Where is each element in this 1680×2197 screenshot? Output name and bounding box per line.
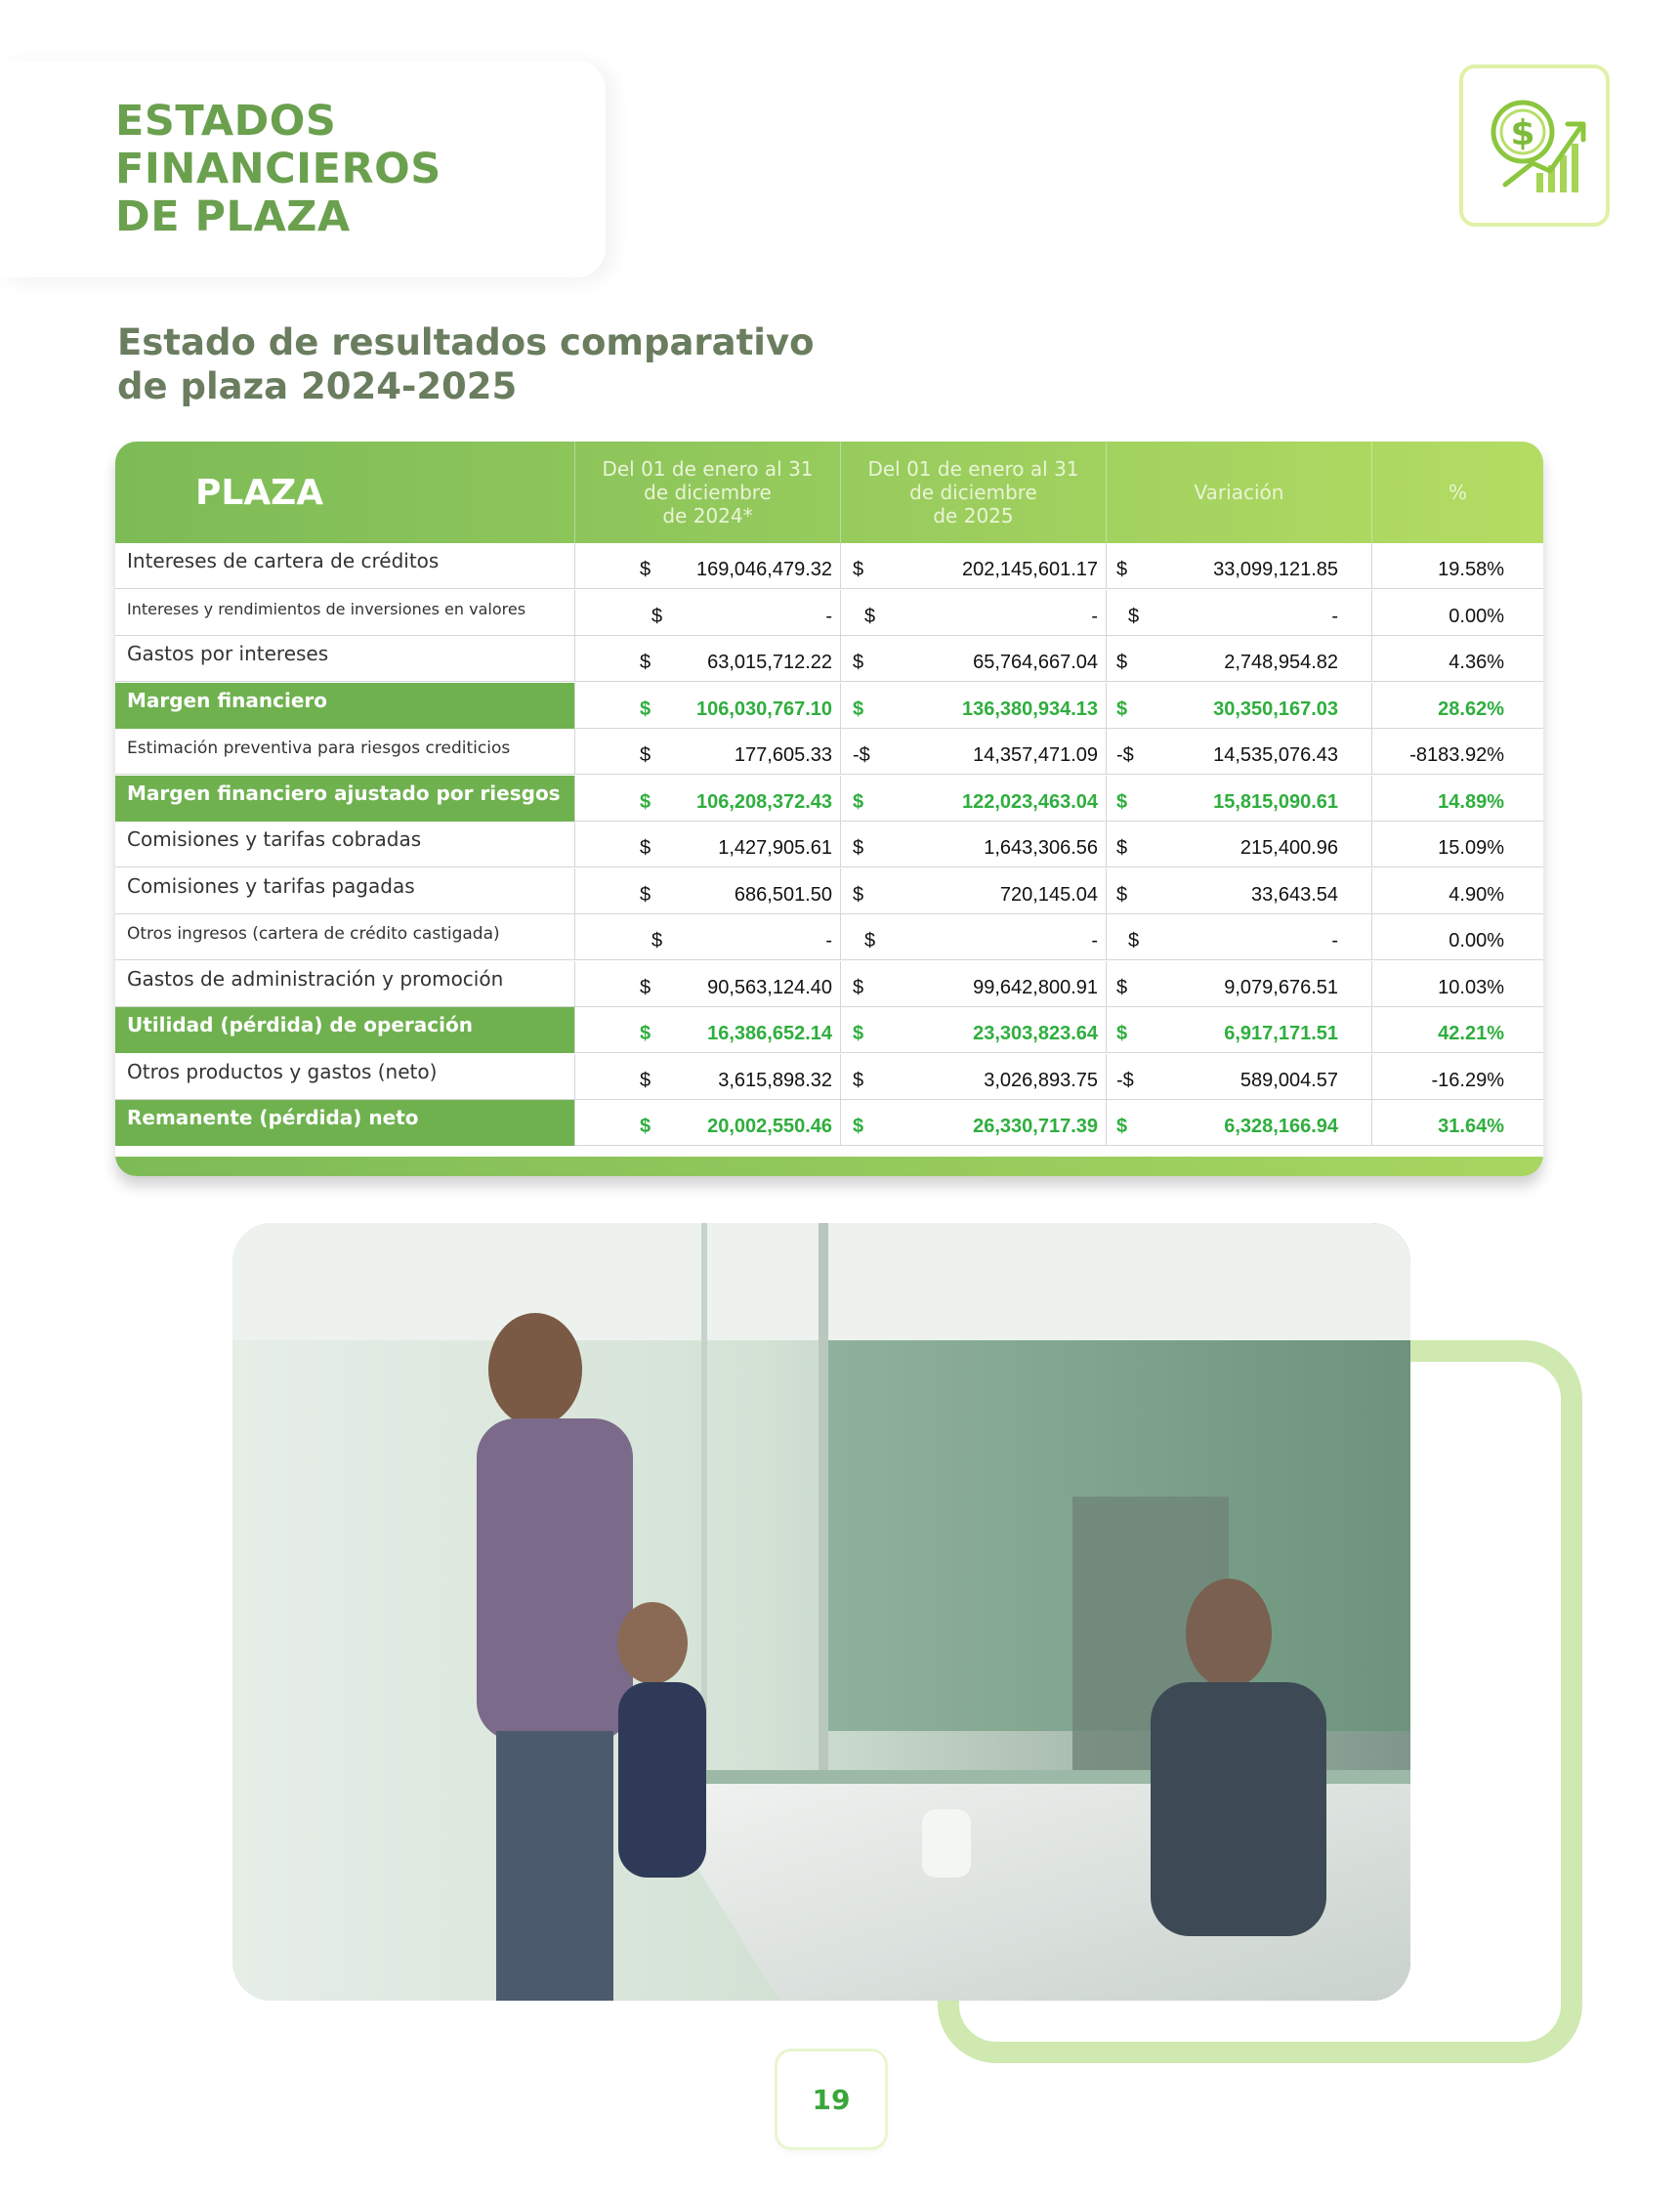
variation-cell bbox=[1106, 1100, 1371, 1146]
value-2025: 1,643,306.56 bbox=[984, 837, 1098, 859]
value-2024-cell bbox=[574, 590, 840, 636]
percent-cell bbox=[1371, 729, 1543, 775]
money-growth-chart-icon bbox=[1459, 64, 1610, 227]
percent-value: 15.09% bbox=[1438, 837, 1504, 859]
column-header-variation: Variación bbox=[1106, 442, 1371, 543]
currency-symbol: $ bbox=[651, 930, 663, 951]
value-2025-cell bbox=[840, 914, 1106, 960]
value-2025-cell bbox=[840, 822, 1106, 867]
currency-symbol: $ bbox=[1116, 697, 1128, 720]
value-2024: 63,015,712.22 bbox=[707, 652, 832, 673]
variation-cell bbox=[1106, 590, 1371, 636]
value-2025-cell bbox=[840, 729, 1106, 775]
value-2025: 136,380,934.13 bbox=[961, 697, 1098, 720]
row-label-cell bbox=[115, 1054, 574, 1100]
title-line-2: FINANCIEROS bbox=[115, 145, 441, 193]
value-2025: 65,764,667.04 bbox=[973, 652, 1098, 673]
value-2025-cell bbox=[840, 961, 1106, 1007]
variation-value: - bbox=[1331, 930, 1338, 951]
variation-value: 33,643.54 bbox=[1251, 883, 1338, 906]
photo-bank-teller-window bbox=[232, 1223, 1410, 2001]
variation-cell bbox=[1106, 1054, 1371, 1100]
value-2025-cell bbox=[840, 590, 1106, 636]
currency-symbol: $ bbox=[640, 790, 651, 813]
percent-cell bbox=[1371, 1054, 1543, 1100]
section-subtitle bbox=[117, 320, 820, 408]
value-2025-cell bbox=[840, 543, 1106, 589]
row-label: Otros productos y gastos (neto) bbox=[127, 1059, 438, 1083]
currency-symbol: $ bbox=[853, 697, 864, 720]
variation-cell bbox=[1106, 729, 1371, 775]
table-row bbox=[115, 729, 1543, 775]
currency-symbol: $ bbox=[1116, 790, 1128, 813]
table-row bbox=[115, 776, 1543, 822]
table-row bbox=[115, 961, 1543, 1007]
currency-symbol: $ bbox=[1116, 837, 1128, 859]
page-title bbox=[115, 98, 584, 241]
percent-value: 0.00% bbox=[1449, 605, 1504, 627]
value-2025-cell bbox=[840, 683, 1106, 729]
value-2024-cell bbox=[574, 868, 840, 914]
row-label: Utilidad (pérdida) de operación bbox=[127, 1013, 473, 1036]
table-row bbox=[115, 822, 1543, 867]
value-2025: 26,330,717.39 bbox=[973, 1116, 1098, 1137]
column-header-percent: % bbox=[1371, 442, 1543, 543]
variation-cell bbox=[1106, 961, 1371, 1007]
currency-symbol: $ bbox=[853, 559, 864, 580]
value-2024-cell bbox=[574, 961, 840, 1007]
variation-cell bbox=[1106, 543, 1371, 589]
currency-symbol: -$ bbox=[853, 744, 870, 766]
currency-symbol: -$ bbox=[1116, 1069, 1134, 1091]
value-2024-cell bbox=[574, 822, 840, 867]
value-2024: 106,030,767.10 bbox=[695, 697, 832, 720]
table-row bbox=[115, 543, 1543, 589]
currency-symbol: $ bbox=[1116, 976, 1128, 998]
currency-symbol: $ bbox=[853, 976, 864, 998]
table-row bbox=[115, 683, 1543, 729]
percent-value: -8183.92% bbox=[1409, 744, 1504, 766]
variation-value: 15,815,090.61 bbox=[1213, 790, 1338, 813]
column-header-2025 bbox=[840, 442, 1106, 543]
value-2025-cell bbox=[840, 1100, 1106, 1146]
col-2025-line-3: de 2025 bbox=[933, 504, 1014, 528]
page-number-box bbox=[777, 2051, 885, 2147]
value-2024: - bbox=[825, 930, 832, 951]
currency-symbol: $ bbox=[640, 744, 651, 766]
percent-value: 28.62% bbox=[1438, 697, 1504, 720]
currency-symbol: -$ bbox=[1116, 744, 1134, 766]
currency-symbol: $ bbox=[640, 652, 651, 673]
table-row bbox=[115, 1054, 1543, 1100]
table-row bbox=[115, 1007, 1543, 1053]
row-label: Estimación preventiva para riesgos crediticios bbox=[127, 739, 511, 758]
percent-value: 4.90% bbox=[1449, 883, 1504, 906]
value-2025-cell bbox=[840, 868, 1106, 914]
currency-symbol: $ bbox=[640, 559, 651, 580]
value-2024: 106,208,372.43 bbox=[695, 790, 832, 813]
value-2024: - bbox=[825, 605, 832, 627]
value-2025: - bbox=[1091, 930, 1098, 951]
income-statement-table bbox=[115, 442, 1543, 1176]
value-2024: 90,563,124.40 bbox=[707, 976, 832, 998]
currency-symbol: $ bbox=[1116, 1023, 1128, 1044]
title-line-3: DE PLAZA bbox=[115, 192, 351, 241]
value-2025-cell bbox=[840, 1054, 1106, 1100]
currency-symbol: $ bbox=[864, 930, 876, 951]
row-label: Margen financiero ajustado por riesgos bbox=[127, 781, 561, 805]
variation-value: 215,400.96 bbox=[1239, 837, 1338, 859]
currency-symbol: $ bbox=[640, 883, 651, 906]
variation-cell bbox=[1106, 636, 1371, 682]
value-2024-cell bbox=[574, 729, 840, 775]
variation-cell bbox=[1106, 868, 1371, 914]
row-label: Intereses de cartera de créditos bbox=[127, 549, 440, 572]
percent-cell bbox=[1371, 868, 1543, 914]
col-2025-line-1: Del 01 de enero al 31 bbox=[867, 457, 1079, 481]
value-2025: 99,642,800.91 bbox=[973, 976, 1098, 998]
row-label: Otros ingresos (cartera de crédito castigada) bbox=[127, 924, 500, 944]
value-2024-cell bbox=[574, 1054, 840, 1100]
percent-cell bbox=[1371, 961, 1543, 1007]
table-footer-bar bbox=[115, 1157, 1543, 1176]
value-2024-cell bbox=[574, 1100, 840, 1146]
row-label-cell bbox=[115, 543, 574, 589]
row-label-cell bbox=[115, 683, 574, 729]
value-2024: 169,046,479.32 bbox=[695, 559, 832, 580]
row-label-cell bbox=[115, 636, 574, 682]
row-label-cell bbox=[115, 822, 574, 867]
row-label-cell bbox=[115, 776, 574, 822]
table-corner-label: PLAZA bbox=[195, 472, 324, 513]
value-2025: 3,026,893.75 bbox=[984, 1069, 1098, 1091]
value-2024-cell bbox=[574, 914, 840, 960]
value-2025-cell bbox=[840, 776, 1106, 822]
currency-symbol: $ bbox=[640, 697, 651, 720]
value-2025-cell bbox=[840, 636, 1106, 682]
currency-symbol: $ bbox=[864, 605, 876, 627]
value-2024: 20,002,550.46 bbox=[707, 1116, 832, 1137]
value-2024-cell bbox=[574, 636, 840, 682]
value-2025-cell bbox=[840, 1007, 1106, 1053]
value-2024: 1,427,905.61 bbox=[718, 837, 832, 859]
subtitle-line-2: de plaza 2024-2025 bbox=[117, 365, 518, 407]
value-2024-cell bbox=[574, 1007, 840, 1053]
variation-value: 14,535,076.43 bbox=[1213, 744, 1338, 766]
currency-symbol: $ bbox=[853, 883, 864, 906]
variation-value: 9,079,676.51 bbox=[1224, 976, 1338, 998]
value-2025: - bbox=[1091, 605, 1098, 627]
variation-value: 589,004.57 bbox=[1239, 1069, 1338, 1091]
currency-symbol: $ bbox=[640, 837, 651, 859]
percent-value: 14.89% bbox=[1438, 790, 1504, 813]
currency-symbol: $ bbox=[853, 1023, 864, 1044]
value-2025: 202,145,601.17 bbox=[961, 559, 1098, 580]
percent-value: -16.29% bbox=[1431, 1069, 1504, 1091]
currency-symbol: $ bbox=[853, 1069, 864, 1091]
row-label-cell bbox=[115, 868, 574, 914]
variation-cell bbox=[1106, 776, 1371, 822]
currency-symbol: $ bbox=[1116, 883, 1128, 906]
percent-cell bbox=[1371, 636, 1543, 682]
value-2024-cell bbox=[574, 776, 840, 822]
value-2024: 177,605.33 bbox=[734, 744, 832, 766]
percent-cell bbox=[1371, 590, 1543, 636]
variation-value: 2,748,954.82 bbox=[1224, 652, 1338, 673]
variation-cell bbox=[1106, 683, 1371, 729]
variation-value: 30,350,167.03 bbox=[1213, 697, 1338, 720]
table-row bbox=[115, 1100, 1543, 1146]
page-number: 19 bbox=[812, 2083, 851, 2116]
percent-cell bbox=[1371, 1007, 1543, 1053]
row-label: Remanente (pérdida) neto bbox=[127, 1106, 419, 1129]
table-row bbox=[115, 590, 1543, 636]
currency-symbol: $ bbox=[640, 1116, 651, 1137]
value-2024: 3,615,898.32 bbox=[718, 1069, 832, 1091]
row-label: Intereses y rendimientos de inversiones en valores bbox=[127, 599, 526, 618]
variation-value: - bbox=[1331, 605, 1338, 627]
currency-symbol: $ bbox=[1128, 605, 1140, 627]
row-label-cell bbox=[115, 914, 574, 960]
currency-symbol: $ bbox=[1116, 652, 1128, 673]
variation-cell bbox=[1106, 914, 1371, 960]
value-2025: 14,357,471.09 bbox=[973, 744, 1098, 766]
col-2024-line-2: de diciembre bbox=[644, 481, 772, 504]
value-2024-cell bbox=[574, 683, 840, 729]
percent-value: 42.21% bbox=[1438, 1023, 1504, 1044]
percent-cell bbox=[1371, 543, 1543, 589]
currency-symbol: $ bbox=[1128, 930, 1140, 951]
table-row bbox=[115, 868, 1543, 914]
row-label-cell bbox=[115, 1007, 574, 1053]
row-label-cell bbox=[115, 1100, 574, 1146]
currency-symbol: $ bbox=[853, 652, 864, 673]
percent-cell bbox=[1371, 776, 1543, 822]
currency-symbol: $ bbox=[1116, 559, 1128, 580]
table-row bbox=[115, 636, 1543, 682]
col-2024-line-3: de 2024* bbox=[662, 504, 753, 528]
svg-text:$: $ bbox=[1510, 113, 1535, 153]
variation-value: 6,917,171.51 bbox=[1224, 1023, 1338, 1044]
table-row bbox=[115, 914, 1543, 960]
percent-cell bbox=[1371, 683, 1543, 729]
percent-cell bbox=[1371, 1100, 1543, 1146]
value-2025: 122,023,463.04 bbox=[961, 790, 1098, 813]
percent-cell bbox=[1371, 822, 1543, 867]
percent-value: 31.64% bbox=[1438, 1116, 1504, 1137]
value-2024: 16,386,652.14 bbox=[707, 1023, 832, 1044]
row-label: Margen financiero bbox=[127, 688, 328, 712]
variation-value: 33,099,121.85 bbox=[1213, 559, 1338, 580]
percent-value: 4.36% bbox=[1449, 652, 1504, 673]
row-label: Gastos por intereses bbox=[127, 642, 329, 665]
row-label: Gastos de administración y promoción bbox=[127, 966, 504, 991]
value-2025: 720,145.04 bbox=[999, 883, 1098, 906]
value-2025: 23,303,823.64 bbox=[973, 1023, 1098, 1044]
currency-symbol: $ bbox=[853, 837, 864, 859]
col-2025-line-2: de diciembre bbox=[909, 481, 1037, 504]
currency-symbol: $ bbox=[651, 605, 663, 627]
row-label: Comisiones y tarifas cobradas bbox=[127, 827, 422, 851]
percent-value: 19.58% bbox=[1438, 559, 1504, 580]
percent-cell bbox=[1371, 914, 1543, 960]
column-header-2024 bbox=[574, 442, 840, 543]
currency-symbol: $ bbox=[1116, 1116, 1128, 1137]
subtitle-line-1: Estado de resultados comparativo bbox=[117, 321, 815, 363]
percent-value: 0.00% bbox=[1449, 930, 1504, 951]
currency-symbol: $ bbox=[640, 1069, 651, 1091]
title-line-1: ESTADOS bbox=[115, 97, 337, 146]
percent-value: 10.03% bbox=[1438, 976, 1504, 998]
variation-value: 6,328,166.94 bbox=[1224, 1116, 1338, 1137]
row-label-cell bbox=[115, 590, 574, 636]
currency-symbol: $ bbox=[853, 1116, 864, 1137]
value-2024: 686,501.50 bbox=[734, 883, 832, 906]
table-header bbox=[115, 442, 1543, 543]
currency-symbol: $ bbox=[640, 1023, 651, 1044]
row-label-cell bbox=[115, 961, 574, 1007]
variation-cell bbox=[1106, 822, 1371, 867]
value-2024-cell bbox=[574, 543, 840, 589]
col-2024-line-1: Del 01 de enero al 31 bbox=[602, 457, 814, 481]
currency-symbol: $ bbox=[853, 790, 864, 813]
row-label: Comisiones y tarifas pagadas bbox=[127, 873, 415, 898]
variation-cell bbox=[1106, 1007, 1371, 1053]
row-label-cell bbox=[115, 729, 574, 775]
currency-symbol: $ bbox=[640, 976, 651, 998]
